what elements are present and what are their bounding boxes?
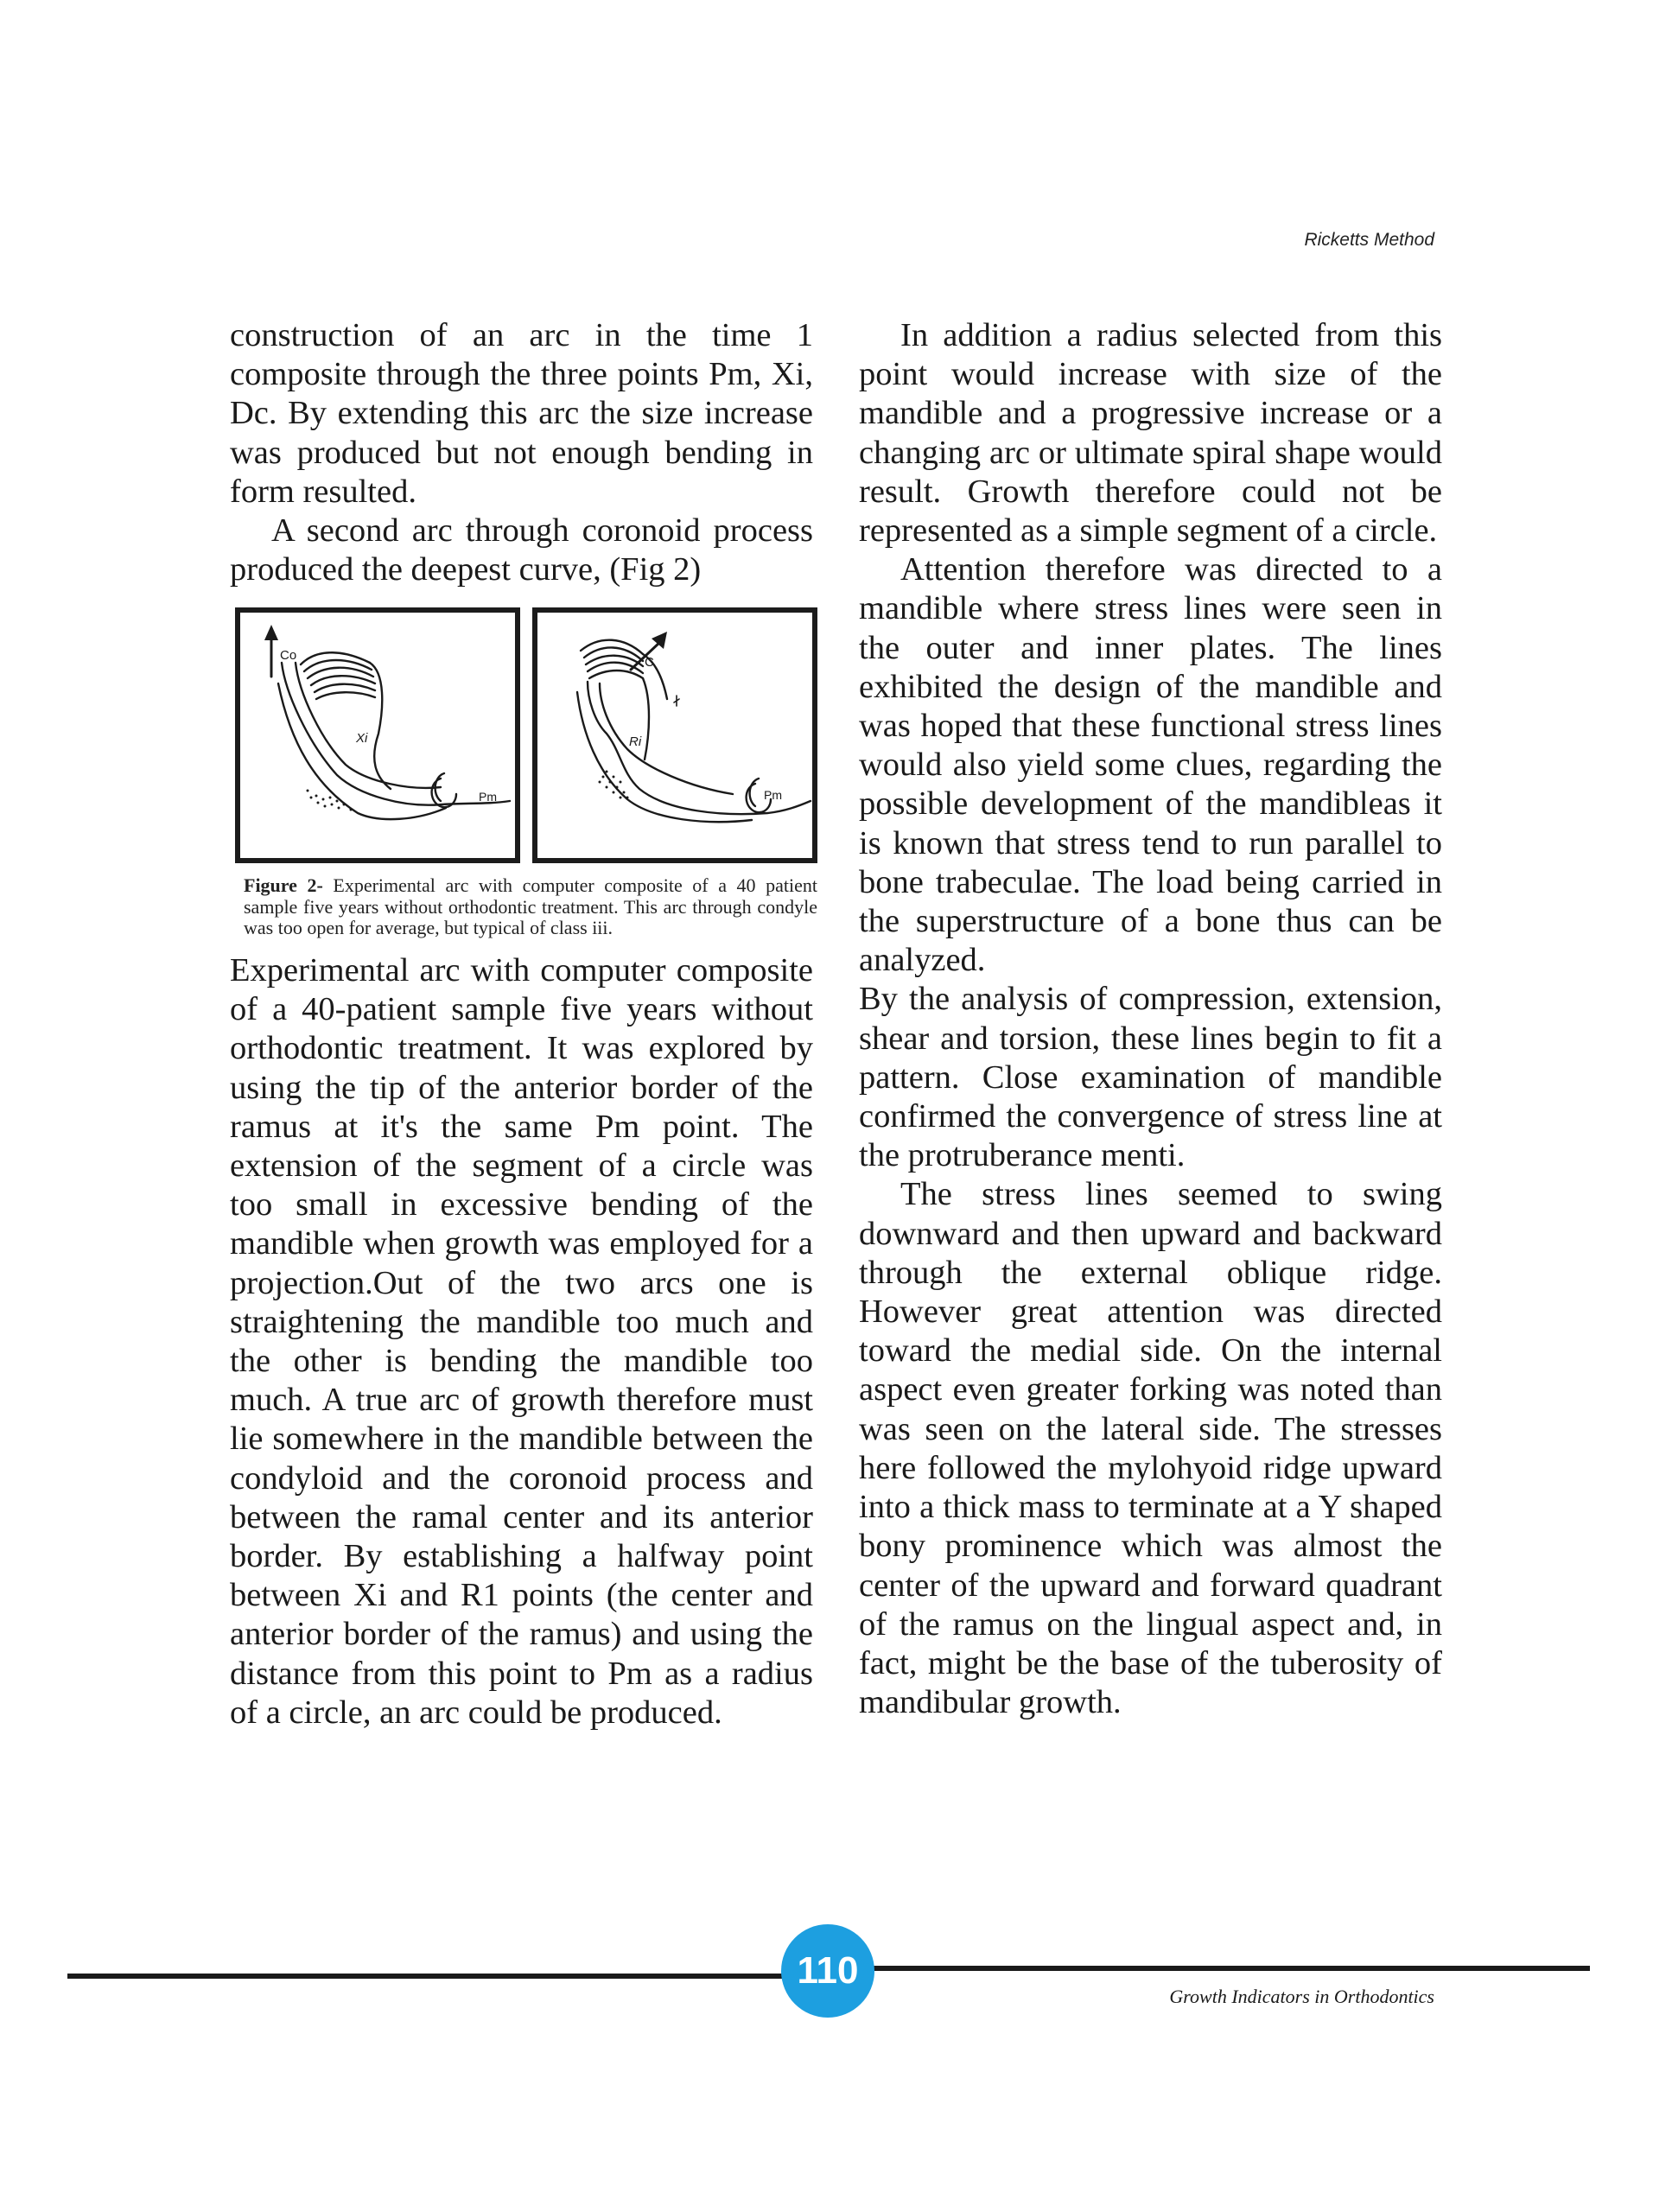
figure-panel-right bbox=[532, 607, 817, 863]
label-pm-right: Pm bbox=[764, 788, 782, 803]
right-column bbox=[859, 316, 1442, 1722]
label-pm-left: Pm bbox=[479, 790, 497, 804]
mandible-arc-left-illustration bbox=[240, 613, 515, 858]
left-paragraph-3-text: Experimental arc with computer composite of a 40-patient sample five years without orthodontic treatment. It was explored by using the tip of the anterior border of the ramus at it's the same Pm point. The extension of the segment of a circle was too small in excessive bending of the mandible when growth was employed for a projection.Out of the two arcs one is straightening the mandible too much and the other is bending the mandible too much. A true arc of growth therefore must lie somewhere in the mandible between the condyloid and the coronoid process and between the ramal center and its anterior border. By establishing a halfway point between Xi and R1 points (the center and anterior border of the ramus) and using the distance from this point to Pm as a radius of a circle, an arc could be produced. bbox=[230, 951, 813, 1731]
book-title: Growth Indicators in Orthodontics bbox=[1169, 1986, 1434, 2007]
mandible-arc-right-illustration bbox=[537, 613, 812, 858]
figure-2 bbox=[235, 607, 817, 863]
footer-rule-left bbox=[67, 1974, 785, 1979]
running-header: Ricketts Method bbox=[1304, 230, 1434, 250]
figure-caption bbox=[244, 875, 817, 939]
page-number-badge: 110 bbox=[781, 1924, 874, 2018]
right-paragraph-1: In addition a radius selected from this point would increase with size of the mandible and a progressive increase or a changing arc or ultimate spiral shape would result. Growth therefore could not be represented as a simple segment of a circle. bbox=[859, 317, 1442, 550]
label-xi: Xi bbox=[356, 731, 368, 747]
left-paragraph-1: construction of an arc in the time 1 composite through the three points Pm, Xi, Dc. By extending this arc the size increase was produced but not enough bending in form resulted. bbox=[230, 317, 813, 510]
figure-panel-left bbox=[235, 607, 520, 863]
right-paragraph-3: By the analysis of compression, extension, shear and torsion, these lines begin to fit a pattern. Close examination of mandible confirmed the convergence of stress line at the protruberance menti. bbox=[859, 981, 1442, 1174]
footer-rule-right bbox=[873, 1966, 1590, 1971]
figure-caption-label: Figure 2- bbox=[244, 874, 323, 897]
left-column bbox=[230, 316, 817, 1732]
left-paragraph-2: A second arc through coronoid process produced the deepest curve, (Fig 2) bbox=[230, 512, 813, 588]
figure-caption-text: Experimental arc with computer composite of a 40 patient sample five years without orthodontic treatment. This arc through condyle was too open for average, but typical of class iii. bbox=[244, 874, 817, 939]
label-co: Co bbox=[280, 648, 297, 664]
label-c: C bbox=[645, 655, 654, 671]
right-paragraph-2: Attention therefore was directed to a mandible where stress lines were seen in the outer and inner plates. The lines exhibited the design of the mandible and was hoped that these functional stress lines would also yield some clues, regarding the possible development of the mandibleas it is known that stress tend to run parallel to bone trabeculae. The load being carried in the superstructure of a bone thus can be analyzed. bbox=[859, 551, 1442, 979]
right-paragraph-4: The stress lines seemed to swing downward and then upward and backward through the external oblique ridge. However great attention was directed toward the medial side. On the internal aspect even greater forking was noted than was seen on the lateral side. The stresses here followed the mylohyoid ridge upward into a thick mass to terminate at a Y shaped bony prominence which was almost the center of the upward and forward quadrant of the ramus on the lingual aspect and, in fact, might be the base of the tuberosity of mandibular growth. bbox=[859, 1176, 1442, 1721]
label-ri: Ri bbox=[629, 734, 642, 750]
left-paragraph-3 bbox=[230, 951, 813, 1732]
